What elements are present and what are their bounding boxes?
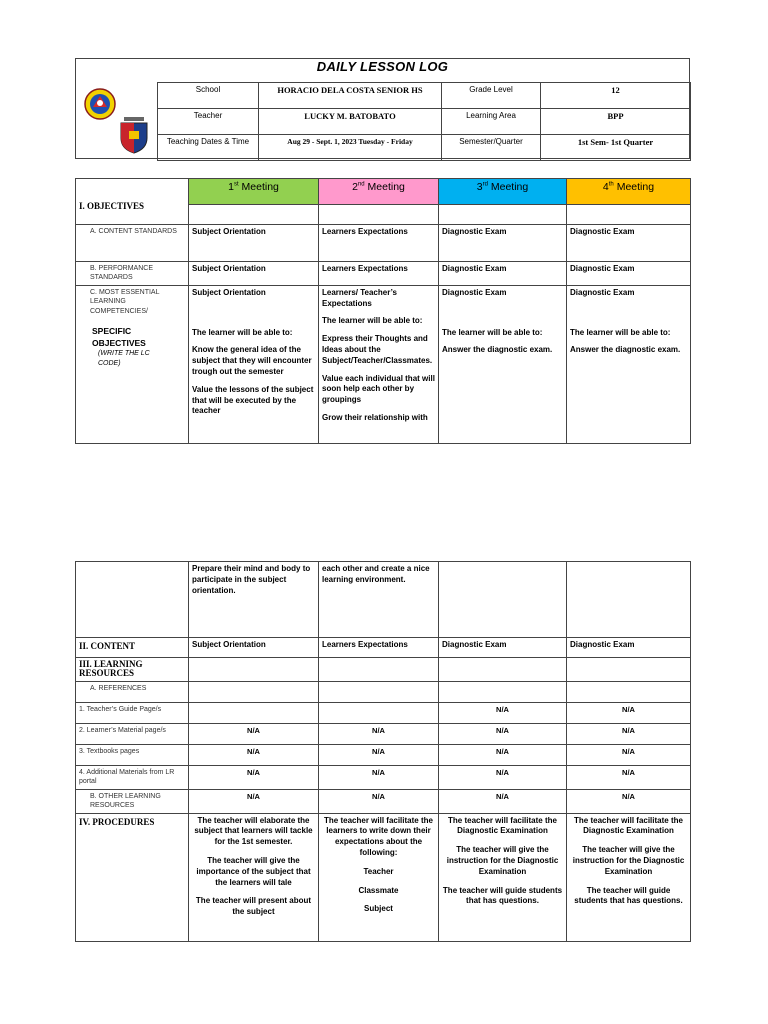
content-m2: Learners Expectations xyxy=(319,638,439,658)
am-m2: N/A xyxy=(319,765,439,789)
melc-label-cell xyxy=(76,285,189,443)
continued-m1: Prepare their mind and body to participate in the subject orientation. xyxy=(189,562,319,638)
performance-standards-m2: Learners Expectations xyxy=(319,262,439,286)
olr-m1: N/A xyxy=(189,789,319,813)
lm-label: 2. Learner’s Material page/s xyxy=(76,723,189,744)
continued-m2: each other and create a nice learning environment. xyxy=(319,562,439,638)
school-label: School xyxy=(158,83,259,109)
school-value: HORACIO DELA COSTA SENIOR HS xyxy=(259,83,442,109)
procedures-heading: IV. PROCEDURES xyxy=(76,813,189,941)
content-m1: Subject Orientation xyxy=(189,638,319,658)
melc-m4: Diagnostic Exam The learner will be able to: Answer the diagnostic exam. xyxy=(567,285,691,443)
olr-label: B. OTHER LEARNING RESOURCES xyxy=(76,789,189,813)
performance-standards-m1: Subject Orientation xyxy=(189,262,319,286)
lm-m3: N/A xyxy=(439,723,567,744)
area-label: Learning Area xyxy=(442,109,541,135)
performance-standards-label: B. PERFORMANCE STANDARDS xyxy=(76,262,189,286)
melc-label: C. MOST ESSENTIAL LEARNING COMPETENCIES/ xyxy=(90,288,160,315)
content-table xyxy=(75,561,691,942)
content-standards-m3: Diagnostic Exam xyxy=(439,225,567,262)
tb-m4: N/A xyxy=(567,744,691,765)
tb-m3: N/A xyxy=(439,744,567,765)
procedures-m4: The teacher will facilitate the Diagnostic Examination The teacher will give the instruction for the Diagnostic Examination The teacher will guide students that has questions. xyxy=(567,813,691,941)
procedures-m1: The teacher will elaborate the subject that learners will tackle for the 1st semester. The teacher will give the importance of the subject that the learners will tale The teacher will present about the subject xyxy=(189,813,319,941)
tb-m1: N/A xyxy=(189,744,319,765)
grade-label: Grade Level xyxy=(442,83,541,109)
header-info-table xyxy=(157,82,691,161)
area-value: BPP xyxy=(541,109,691,135)
procedures-m3: The teacher will facilitate the Diagnostic Examination The teacher will give the instruction for the Diagnostic Examination The teacher will guide students that has questions. xyxy=(439,813,567,941)
teacher-label: Teacher xyxy=(158,109,259,135)
melc-m2: Learners/ Teacher’s Expectations The learner will be able to: Express their Thoughts and Ideas about the Subject/Teacher/Classmates. Value each individual that will soon help each other by groupings Grow their relationship with xyxy=(319,285,439,443)
learning-resources-heading: III. LEARNING RESOURCES xyxy=(76,658,189,682)
content-standards-m2: Learners Expectations xyxy=(319,225,439,262)
meeting-3-header: 3rd Meeting xyxy=(439,179,567,205)
melc-m3: Diagnostic Exam The learner will be able to: Answer the diagnostic exam. xyxy=(439,285,567,443)
semester-label: Semester/Quarter xyxy=(442,135,541,161)
content-heading: II. CONTENT xyxy=(76,638,189,658)
tb-m2: N/A xyxy=(319,744,439,765)
am-label: 4. Additional Materials from LR portal xyxy=(76,765,189,789)
performance-standards-m3: Diagnostic Exam xyxy=(439,262,567,286)
lm-m2: N/A xyxy=(319,723,439,744)
content-m3: Diagnostic Exam xyxy=(439,638,567,658)
objectives-table xyxy=(75,178,691,444)
content-standards-label: A. CONTENT STANDARDS xyxy=(76,225,189,262)
references-label: A. REFERENCES xyxy=(76,681,189,702)
melc-m1: Subject Orientation The learner will be able to: Know the general idea of the subject that they will encounter trough out the semester Value the lessons of the subject that will be executed by the teacher xyxy=(189,285,319,443)
am-m4: N/A xyxy=(567,765,691,789)
dates-value: Aug 29 - Sept. 1, 2023 Tuesday - Friday xyxy=(259,135,442,161)
meeting-1-header: 1st Meeting xyxy=(189,179,319,205)
tg-m3: N/A xyxy=(439,702,567,723)
lm-m1: N/A xyxy=(189,723,319,744)
tg-label: 1. Teacher’s Guide Page/s xyxy=(76,702,189,723)
semester-value: 1st Sem- 1st Quarter xyxy=(541,135,691,161)
dates-label: Teaching Dates & Time xyxy=(158,135,259,161)
procedures-m2: The teacher will facilitate the learners to write down their expectations about the following: Teacher Classmate Subject xyxy=(319,813,439,941)
meeting-4-header: 4th Meeting xyxy=(567,179,691,205)
performance-standards-m4: Diagnostic Exam xyxy=(567,262,691,286)
am-m3: N/A xyxy=(439,765,567,789)
olr-m3: N/A xyxy=(439,789,567,813)
tb-label: 3. Textbooks pages xyxy=(76,744,189,765)
tg-m4: N/A xyxy=(567,702,691,723)
objectives-heading: I. OBJECTIVES xyxy=(76,179,189,225)
specific-objectives-label: SPECIFIC OBJECTIVES xyxy=(92,326,146,348)
shield-logo xyxy=(115,116,153,154)
lm-m4: N/A xyxy=(567,723,691,744)
teacher-value: LUCKY M. BATOBATO xyxy=(259,109,442,135)
write-lc-label: (WRITE THE LC CODE) xyxy=(98,350,150,367)
olr-m4: N/A xyxy=(567,789,691,813)
meeting-2-header: 2nd Meeting xyxy=(319,179,439,205)
content-standards-m4: Diagnostic Exam xyxy=(567,225,691,262)
grade-value: 12 xyxy=(541,83,691,109)
content-m4: Diagnostic Exam xyxy=(567,638,691,658)
page-title: DAILY LESSON LOG xyxy=(316,59,449,74)
olr-m2: N/A xyxy=(319,789,439,813)
am-m1: N/A xyxy=(189,765,319,789)
school-seal-logo xyxy=(84,87,116,121)
content-standards-m1: Subject Orientation xyxy=(189,225,319,262)
